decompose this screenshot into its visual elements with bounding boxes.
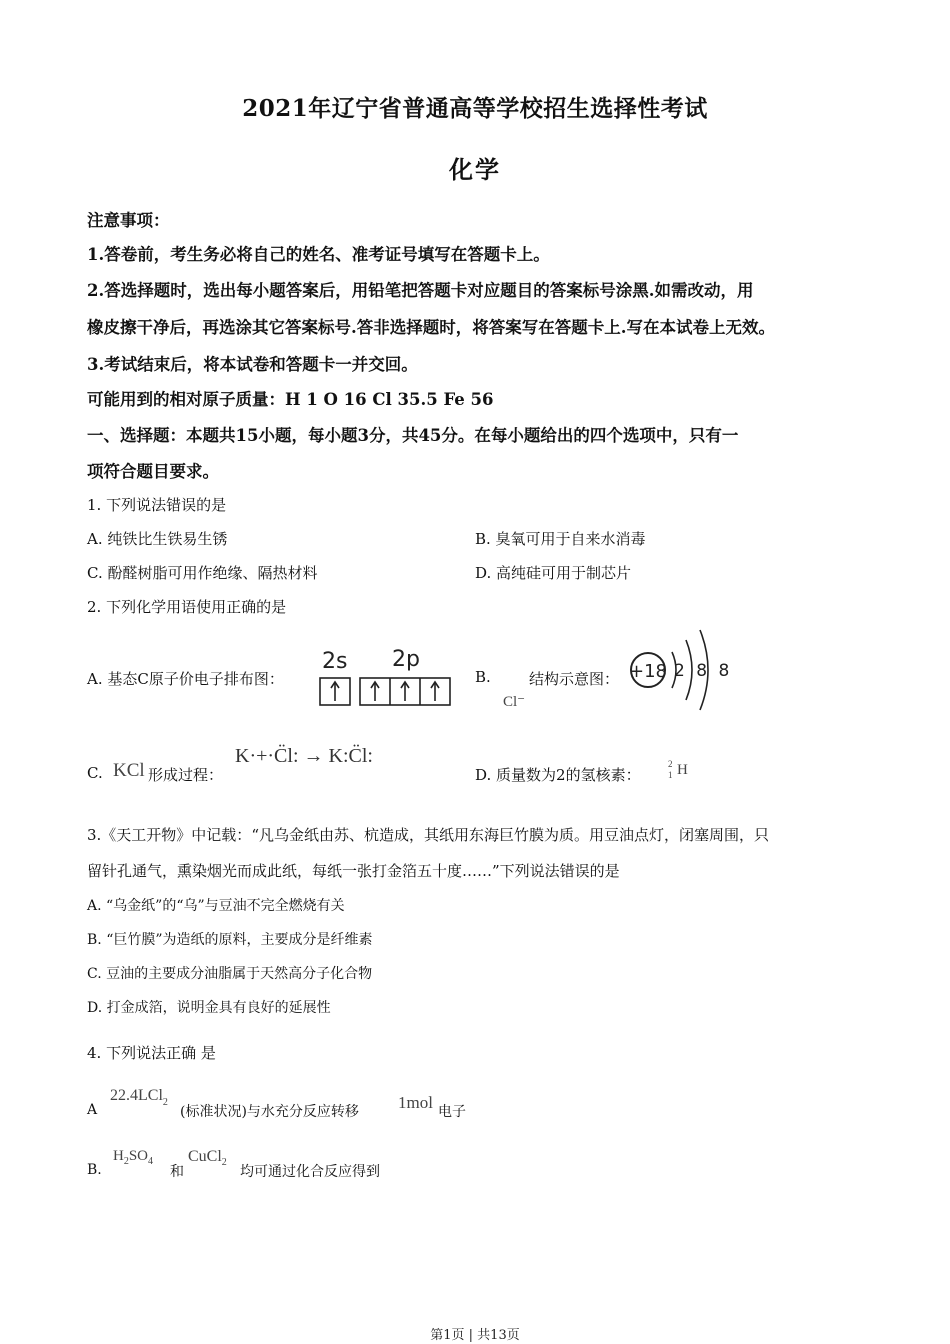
q4-option-a-text-2: 电子 <box>438 1104 466 1120</box>
q4-option-a-label: A <box>87 1102 98 1118</box>
q1-option-d: D. 高纯硅可用于制芯片 <box>475 564 632 582</box>
exam-title: 2021年辽宁省普通高等学校招生选择性考试 <box>242 95 708 122</box>
q4-option-a-mol: 1mol <box>398 1093 433 1112</box>
q2-option-a-label: A. 基态C原子价电子排布图： <box>87 670 284 688</box>
notice-item-1: 1.答卷前，考生务必将自己的姓名、准考证号填写在答题卡上。 <box>87 245 550 264</box>
chlorine-volume-formula: 22.4LCl <box>110 1087 163 1104</box>
orbital-diagram <box>318 642 458 712</box>
electron-shell-counts: 2 8 8 <box>674 661 733 681</box>
page-footer: 第1页 | 共13页 <box>430 1328 520 1343</box>
q2-option-d-label: D. 质量数为2的氢核素： <box>475 766 641 784</box>
chlorine-subscript: 2 <box>162 1097 168 1108</box>
notice-item-3: 3.考试结束后，将本试卷和答题卡一并交回。 <box>87 355 418 374</box>
q4-option-b-label: B. <box>87 1162 102 1178</box>
q2-option-c-label: C. <box>87 764 103 782</box>
atomic-masses: 可能用到的相对原子质量：H 1 O 16 Cl 35.5 Fe 56 <box>87 390 494 409</box>
q4-option-a-formula <box>110 1087 168 1108</box>
q3-option-d: D. 打金成箔，说明金具有良好的延展性 <box>87 1000 331 1016</box>
q3-stem-line-1: 3.《天工开物》中记载：“凡乌金纸由苏、杭造成，其纸用东海巨竹膜为质。用豆油点灯，闭塞周围，只 <box>87 826 769 844</box>
kcl-formula: KCl <box>113 760 145 781</box>
q4-stem: 4. 下列说法正确 是 <box>87 1044 216 1062</box>
atomic-structure-diagram <box>628 628 733 714</box>
nucleus-charge: +18 <box>629 661 667 682</box>
hydrogen-mass-number: 2 <box>668 759 673 769</box>
q3-option-b: B. “巨竹膜”为造纸的原料，主要成分是纤维素 <box>87 932 373 948</box>
hydrogen-symbol: H <box>677 762 688 778</box>
q4-option-a-text-1: (标准状况)与水充分反应转移 <box>180 1104 359 1120</box>
electron-arrows <box>331 682 439 701</box>
q2-option-b-label: B. <box>475 668 491 686</box>
notice-heading: 注意事项： <box>87 211 170 230</box>
q2-option-c-text: 形成过程： <box>148 766 224 784</box>
kcl-formation-process: K·+·C̈l: → K:C̈l: <box>235 745 373 767</box>
notice-item-2-line-1: 2.答选择题时，选出每小题答案后，用铅笔把答题卡对应题目的答案标号涂黑.如需改动，用 <box>87 281 754 300</box>
q1-option-a: A. 纯铁比生铁易生锈 <box>87 530 228 548</box>
orbital-2p-label: 2p <box>392 647 420 672</box>
q3-option-a: A. “乌金纸”的“乌”与豆油不完全燃烧有关 <box>87 898 345 914</box>
q2-stem: 2. 下列化学用语使用正确的是 <box>87 598 287 616</box>
hydrogen-atomic-number: 1 <box>668 770 673 780</box>
q4-option-b-h2so4: $H_2SO_4$ <box>113 1148 154 1167</box>
q3-option-c: C. 豆油的主要成分油脂属于天然高分子化合物 <box>87 966 373 982</box>
section-1-line-2: 项符合题目要求。 <box>87 462 219 481</box>
q2-option-b-text: 结构示意图： <box>529 670 620 688</box>
q1-option-c: C. 酚醛树脂可用作绝缘、隔热材料 <box>87 564 318 582</box>
subject-title: 化学 <box>449 155 501 184</box>
orbital-2s-label: 2s <box>322 649 348 674</box>
q1-stem: 1. 下列说法错误的是 <box>87 496 227 514</box>
q4-option-b-cucl2: CuCl$_2$ <box>188 1148 227 1168</box>
q1-option-b: B. 臭氧可用于自来水消毒 <box>475 530 646 548</box>
q4-option-b-and: 和 <box>170 1164 184 1180</box>
section-1-line-1: 一、选择题：本题共15小题，每小题3分，共45分。在每小题给出的四个选项中，只有一 <box>87 426 739 445</box>
q4-option-b-text: 均可通过化合反应得到 <box>240 1164 380 1180</box>
chloride-ion: Cl⁻ <box>503 694 526 710</box>
notice-item-2-line-2: 橡皮擦干净后，再选涂其它答案标号.答非选择题时，将答案写在答题卡上.写在本试卷上无效。 <box>87 318 775 337</box>
q3-stem-line-2: 留针孔通气，熏染烟光而成此纸，每纸一张打金箔五十度……”下列说法错误的是 <box>87 862 620 880</box>
